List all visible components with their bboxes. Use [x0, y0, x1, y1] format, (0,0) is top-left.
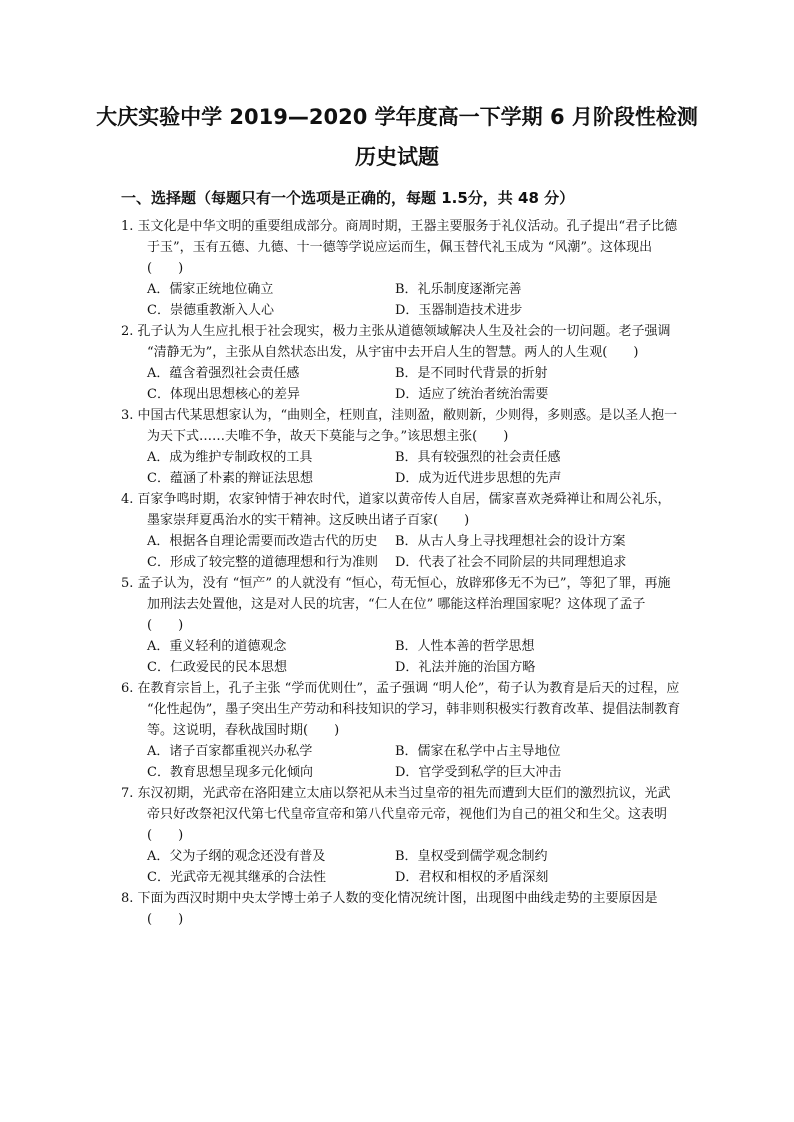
question-list — [121, 216, 681, 930]
question-stem: 5. 孟子认为，没有 “恒产” 的人就没有 “恒心，苟无恒心，放辟邪侈无不为已”，等犯了罪，再施加刑法去处置他，这是对人民的坑害，“仁人在位” 哪能这样治理国家呢？这体现了孟子( ) — [121, 576, 671, 633]
options-row — [121, 300, 681, 321]
question-5 — [121, 573, 681, 678]
option-D: D．官学受到私学的巨大冲击 — [395, 765, 562, 780]
question-stem: 1. 玉文化是中华文明的重要组成部分。商周时期，王器主要服务于礼仪活动。孔子提出“君子比德于玉”，玉有五德、九德、十一德等学说应运而生，佩玉替代礼玉成为 “风潮”。这体现出( ) — [121, 219, 678, 276]
option-C: C．光武帝无视其继承的合法性 — [147, 870, 326, 885]
option-C: C．崇德重教渐入人心 — [147, 303, 274, 318]
option-D: D．成为近代进步思想的先声 — [395, 471, 562, 486]
section-heading: 一、选择题（每题只有一个选项是正确的，每题 1.5分，共 48 分） — [121, 189, 575, 207]
question-1 — [121, 216, 681, 321]
option-D: D．玉器制造技术进步 — [395, 303, 523, 318]
question-7 — [121, 783, 681, 888]
option-A: A．根据各自理论需要而改造古代的历史 — [147, 534, 378, 549]
option-C: C．蕴涵了朴素的辩证法思想 — [147, 471, 313, 486]
question-6 — [121, 678, 681, 783]
option-A: A．蕴含着强烈社会责任感 — [147, 366, 300, 381]
options-row — [121, 657, 681, 678]
options-row — [121, 741, 681, 762]
exam-title: 大庆实验中学 2019—2020 学年度高一下学期 6 月阶段性检测 — [96, 105, 698, 129]
option-B: B．人性本善的哲学思想 — [395, 639, 535, 654]
option-B: B．从古人身上寻找理想社会的设计方案 — [395, 534, 626, 549]
option-B: B．儒家在私学中占主导地位 — [395, 744, 561, 759]
exam-subtitle: 历史试题 — [355, 145, 439, 169]
question-stem: 4. 百家争鸣时期，农家钟情于神农时代，道家以黄帝传人自居，儒家喜欢尧舜禅让和周公礼乐，墨家崇拜夏禹治水的实干精神。这反映出诸子百家( ) — [121, 492, 671, 528]
question-stem: 7. 东汉初期，光武帝在洛阳建立太庙以祭祀从未当过皇帝的祖先而遭到大臣们的激烈抗议，光武帝只好改祭祀汉代第七代皇帝宣帝和第八代皇帝元帝，视他们为自己的祖父和生父。这表明( ) — [121, 786, 671, 843]
option-A: A．成为维护专制政权的工具 — [147, 450, 313, 465]
option-C: C．教育思想呈现多元化倾向 — [147, 765, 313, 780]
options-row — [121, 447, 681, 468]
option-D: D．礼法并施的治国方略 — [395, 660, 536, 675]
question-stem: 3. 中国古代某思想家认为，“曲则全，枉则直，洼则盈，敝则新，少则得，多则惑。是以圣人抱一为天下式……夫唯不争，故天下莫能与之争。”该思想主张( ) — [121, 408, 678, 444]
option-D: D．君权和相权的矛盾深刻 — [395, 870, 549, 885]
option-C: C．体现出思想核心的差异 — [147, 387, 300, 402]
question-3 — [121, 405, 681, 489]
option-B: B．礼乐制度逐渐完善 — [395, 282, 522, 297]
options-row — [121, 867, 681, 888]
option-B: B．皇权受到儒学观念制约 — [395, 849, 548, 864]
options-row — [121, 636, 681, 657]
question-8 — [121, 888, 681, 930]
options-row — [121, 363, 681, 384]
question-4 — [121, 489, 681, 573]
options-row — [121, 531, 681, 552]
option-A: A．儒家正统地位确立 — [147, 282, 274, 297]
option-B: B．具有较强烈的社会责任感 — [395, 450, 561, 465]
options-row — [121, 846, 681, 867]
options-row — [121, 762, 681, 783]
option-C: C．仁政爱民的民本思想 — [147, 660, 287, 675]
options-row — [121, 279, 681, 300]
option-A: A．重义轻利的道德观念 — [147, 639, 287, 654]
options-row — [121, 384, 681, 405]
question-stem: 6. 在教育宗旨上，孔子主张 “学而优则仕”，孟子强调 “明人伦”，荀子认为教育是后天的过程，应 “化性起伪”，墨子突出生产劳动和科技知识的学习，韩非则积极实行教育改革、提倡法制教育等。这说明，春秋战国时期( ) — [121, 681, 681, 738]
question-2 — [121, 321, 681, 405]
options-row — [121, 552, 681, 573]
options-row — [121, 468, 681, 489]
question-stem: 2. 孔子认为人生应扎根于社会现实，极力主张从道德领域解决人生及社会的一切问题。老子强调 “清静无为”，主张从自然状态出发，从宇宙中去开启人生的智慧。两人的人生观( ) — [121, 324, 671, 360]
option-C: C．形成了较完整的道德理想和行为准则 — [147, 555, 378, 570]
question-stem: 8. 下面为西汉时期中央太学博士弟子人数的变化情况统计图，出现图中曲线走势的主要原因是( ) — [121, 891, 658, 927]
option-A: A．诸子百家都重视兴办私学 — [147, 744, 313, 759]
option-B: B．是不同时代背景的折射 — [395, 366, 548, 381]
option-D: D．适应了统治者统治需要 — [395, 387, 549, 402]
option-D: D．代表了社会不同阶层的共同理想追求 — [395, 555, 627, 570]
option-A: A．父为子纲的观念还没有普及 — [147, 849, 326, 864]
